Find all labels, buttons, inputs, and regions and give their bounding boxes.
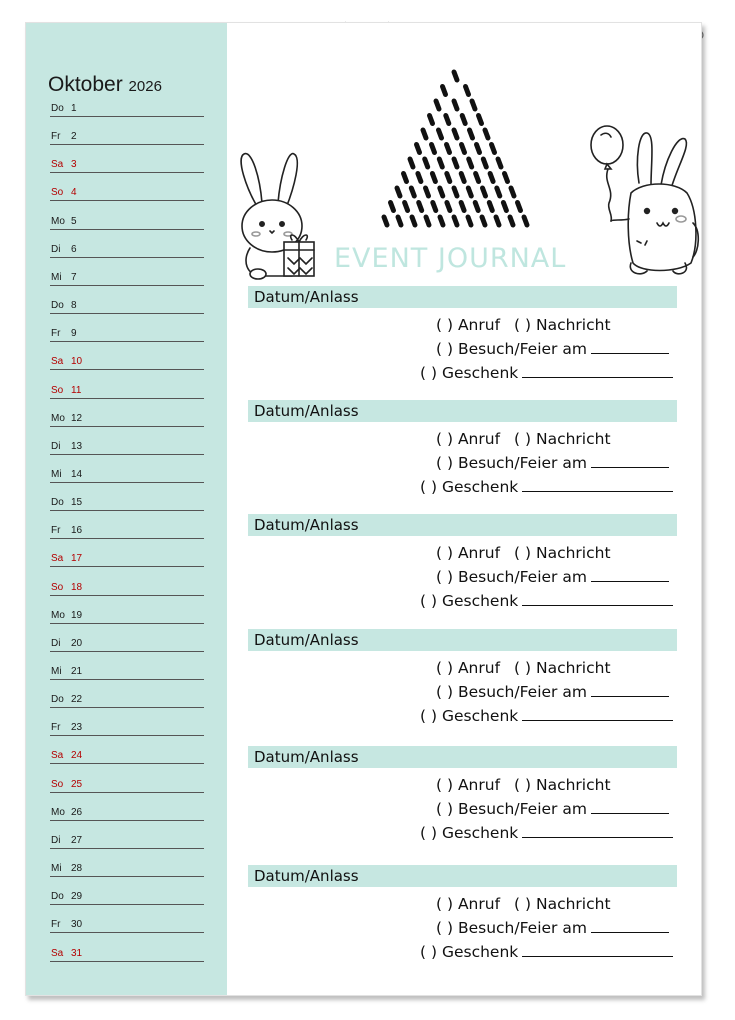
day-number: 9	[71, 328, 77, 340]
gift-blank[interactable]	[522, 709, 673, 721]
weekday-label: Sa	[51, 159, 64, 171]
contact-options	[436, 430, 611, 448]
month-sidebar	[26, 23, 227, 995]
event-entry	[248, 629, 677, 739]
day-number: 14	[71, 468, 83, 480]
calendar-day-row	[50, 624, 204, 652]
calendar-day-row	[50, 736, 204, 764]
weekday-label: So	[51, 778, 64, 790]
day-number: 15	[71, 497, 83, 509]
visit-date-blank[interactable]	[591, 570, 669, 582]
calendar-day-row	[50, 314, 204, 342]
weekday-label: Mi	[51, 271, 62, 283]
visit-line	[436, 340, 669, 358]
weekday-label: Sa	[51, 750, 64, 762]
weekday-label: So	[51, 384, 64, 396]
day-number: 26	[71, 806, 83, 818]
calendar-day-row	[50, 455, 204, 483]
calendar-day-row	[50, 89, 204, 117]
gift-line	[420, 943, 673, 961]
gift-option[interactable]: ( ) Geschenk	[420, 592, 519, 610]
weekday-label: Sa	[51, 356, 64, 368]
calendar-day-row	[50, 934, 204, 962]
entry-header: Datum/Anlass	[248, 286, 677, 308]
bunny-with-balloon-icon	[581, 123, 701, 283]
calendar-day-row	[50, 877, 204, 905]
calendar-day-row	[50, 849, 204, 877]
message-option[interactable]: ( ) Nachricht	[514, 895, 611, 913]
weekday-label: Mi	[51, 863, 62, 875]
visit-line	[436, 454, 669, 472]
calendar-day-row	[50, 539, 204, 567]
weekday-label: Sa	[51, 947, 64, 959]
calendar-day-row	[50, 117, 204, 145]
entry-header: Datum/Anlass	[248, 865, 677, 887]
weekday-label: Mi	[51, 666, 62, 677]
message-option[interactable]: ( ) Nachricht	[514, 316, 611, 334]
day-number: 17	[71, 553, 83, 565]
gift-line	[420, 364, 673, 382]
weekday-label: Sa	[51, 553, 64, 565]
day-number: 11	[71, 384, 82, 396]
weekday-label: Fr	[51, 919, 61, 931]
entry-header: Datum/Anlass	[248, 400, 677, 422]
visit-line	[436, 683, 669, 701]
journal-title: EVENT JOURNAL	[334, 243, 567, 274]
weekday-label: So	[51, 581, 64, 593]
weekday-label: Di	[51, 637, 61, 649]
contact-options	[436, 316, 611, 334]
visit-date-blank[interactable]	[591, 802, 669, 814]
event-entry	[248, 865, 677, 975]
contact-options	[436, 776, 611, 794]
day-number: 3	[71, 159, 77, 171]
month-year: 2026	[128, 78, 162, 95]
calendar-day-row	[50, 427, 204, 455]
contact-options	[436, 895, 611, 913]
calendar-day-row	[50, 821, 204, 849]
visit-line	[436, 800, 669, 818]
message-option[interactable]: ( ) Nachricht	[514, 544, 611, 562]
calendar-day-row	[50, 652, 204, 680]
message-option[interactable]: ( ) Nachricht	[514, 430, 611, 448]
day-number: 20	[71, 637, 83, 649]
day-number: 24	[71, 750, 83, 762]
gift-blank[interactable]	[522, 366, 673, 378]
call-option[interactable]: ( ) Anruf	[436, 430, 501, 448]
weekday-label: Mo	[51, 412, 65, 424]
visit-date-blank[interactable]	[591, 921, 669, 933]
weekday-label: Do	[51, 497, 64, 509]
day-number: 18	[71, 581, 83, 593]
call-option[interactable]: ( ) Anruf	[436, 544, 501, 562]
event-entry	[248, 400, 677, 510]
message-option[interactable]: ( ) Nachricht	[514, 776, 611, 794]
calendar-day-row	[50, 202, 204, 230]
day-number: 23	[71, 722, 83, 734]
gift-option[interactable]: ( ) Geschenk	[420, 364, 519, 382]
weekday-label: Do	[51, 694, 64, 706]
day-number: 10	[71, 356, 83, 368]
weekday-label: Di	[51, 440, 61, 452]
weekday-label: Mo	[51, 609, 65, 621]
calendar-day-row	[50, 680, 204, 708]
calendar-day-row	[50, 342, 204, 370]
entry-header: Datum/Anlass	[248, 629, 677, 651]
visit-line	[436, 919, 669, 937]
visit-date-blank[interactable]	[591, 342, 669, 354]
day-number: 21	[71, 666, 83, 677]
gift-blank[interactable]	[522, 480, 673, 492]
weekday-label: So	[51, 187, 64, 199]
visit-option[interactable]: ( ) Besuch/Feier am	[436, 800, 587, 818]
call-option[interactable]: ( ) Anruf	[436, 895, 501, 913]
weekday-label: Mo	[51, 806, 65, 818]
call-option[interactable]: ( ) Anruf	[436, 316, 501, 334]
entry-header: Datum/Anlass	[248, 514, 677, 536]
gift-line	[420, 592, 673, 610]
calendar-day-row	[50, 483, 204, 511]
gift-option[interactable]: ( ) Geschenk	[420, 478, 519, 496]
weekday-label: Fr	[51, 328, 61, 340]
calendar-day-row	[50, 708, 204, 736]
calendar-day-row	[50, 230, 204, 258]
event-entry	[248, 286, 677, 396]
message-option[interactable]: ( ) Nachricht	[514, 659, 611, 677]
day-number: 28	[71, 863, 83, 875]
day-number: 16	[71, 525, 83, 537]
day-number: 22	[71, 694, 83, 706]
weekday-label: Fr	[51, 722, 61, 734]
gift-line	[420, 707, 673, 725]
day-number: 12	[71, 412, 83, 424]
gift-option[interactable]: ( ) Geschenk	[420, 943, 519, 961]
visit-option[interactable]: ( ) Besuch/Feier am	[436, 454, 587, 472]
day-number: 2	[71, 131, 77, 143]
contact-options	[436, 659, 611, 677]
calendar-day-row	[50, 399, 204, 427]
day-number: 1	[71, 103, 77, 114]
weekday-label: Fr	[51, 525, 61, 537]
calendar-day-row	[50, 258, 204, 286]
call-option[interactable]: ( ) Anruf	[436, 659, 501, 677]
event-entry	[248, 514, 677, 624]
visit-option[interactable]: ( ) Besuch/Feier am	[436, 568, 587, 586]
day-number: 31	[71, 947, 83, 959]
day-number: 19	[71, 609, 83, 621]
weekday-label: Di	[51, 243, 61, 255]
day-number: 27	[71, 834, 83, 846]
gift-blank[interactable]	[522, 945, 673, 957]
visit-date-blank[interactable]	[591, 685, 669, 697]
calendar-day-row	[50, 905, 204, 933]
gift-blank[interactable]	[522, 594, 673, 606]
event-entry	[248, 746, 677, 856]
visit-option[interactable]: ( ) Besuch/Feier am	[436, 340, 587, 358]
calendar-day-row	[50, 145, 204, 173]
calendar-day-row	[50, 596, 204, 624]
calendar-day-row	[50, 765, 204, 793]
day-number: 8	[71, 300, 77, 312]
calendar-day-row	[50, 286, 204, 314]
gift-option[interactable]: ( ) Geschenk	[420, 824, 519, 842]
weekday-label: Mi	[51, 468, 62, 480]
gift-option[interactable]: ( ) Geschenk	[420, 707, 519, 725]
entry-header: Datum/Anlass	[248, 746, 677, 768]
weekday-label: Do	[51, 300, 64, 312]
calendar-day-row	[50, 793, 204, 821]
month-name: Oktober	[48, 73, 123, 96]
calendar-day-row	[50, 511, 204, 539]
visit-option[interactable]: ( ) Besuch/Feier am	[436, 683, 587, 701]
bunny-with-gift-icon	[228, 148, 338, 283]
visit-date-blank[interactable]	[591, 456, 669, 468]
calendar-page	[25, 22, 702, 996]
calendar-day-row	[50, 568, 204, 596]
weekday-label: Do	[51, 103, 64, 114]
calendar-day-row	[50, 173, 204, 201]
gift-blank[interactable]	[522, 826, 673, 838]
day-number: 5	[71, 215, 77, 227]
day-number: 29	[71, 891, 83, 903]
weekday-label: Mo	[51, 215, 65, 227]
day-number: 6	[71, 243, 77, 255]
weekday-label: Do	[51, 891, 64, 903]
visit-option[interactable]: ( ) Besuch/Feier am	[436, 919, 587, 937]
day-number: 7	[71, 271, 77, 283]
dotted-tree-icon	[376, 68, 536, 233]
day-number: 25	[71, 778, 83, 790]
call-option[interactable]: ( ) Anruf	[436, 776, 501, 794]
visit-line	[436, 568, 669, 586]
day-number: 30	[71, 919, 83, 931]
day-number: 13	[71, 440, 83, 452]
weekday-label: Fr	[51, 131, 61, 143]
day-number: 4	[71, 187, 77, 199]
calendar-day-row	[50, 371, 204, 399]
gift-line	[420, 824, 673, 842]
contact-options	[436, 544, 611, 562]
weekday-label: Di	[51, 834, 61, 846]
gift-line	[420, 478, 673, 496]
